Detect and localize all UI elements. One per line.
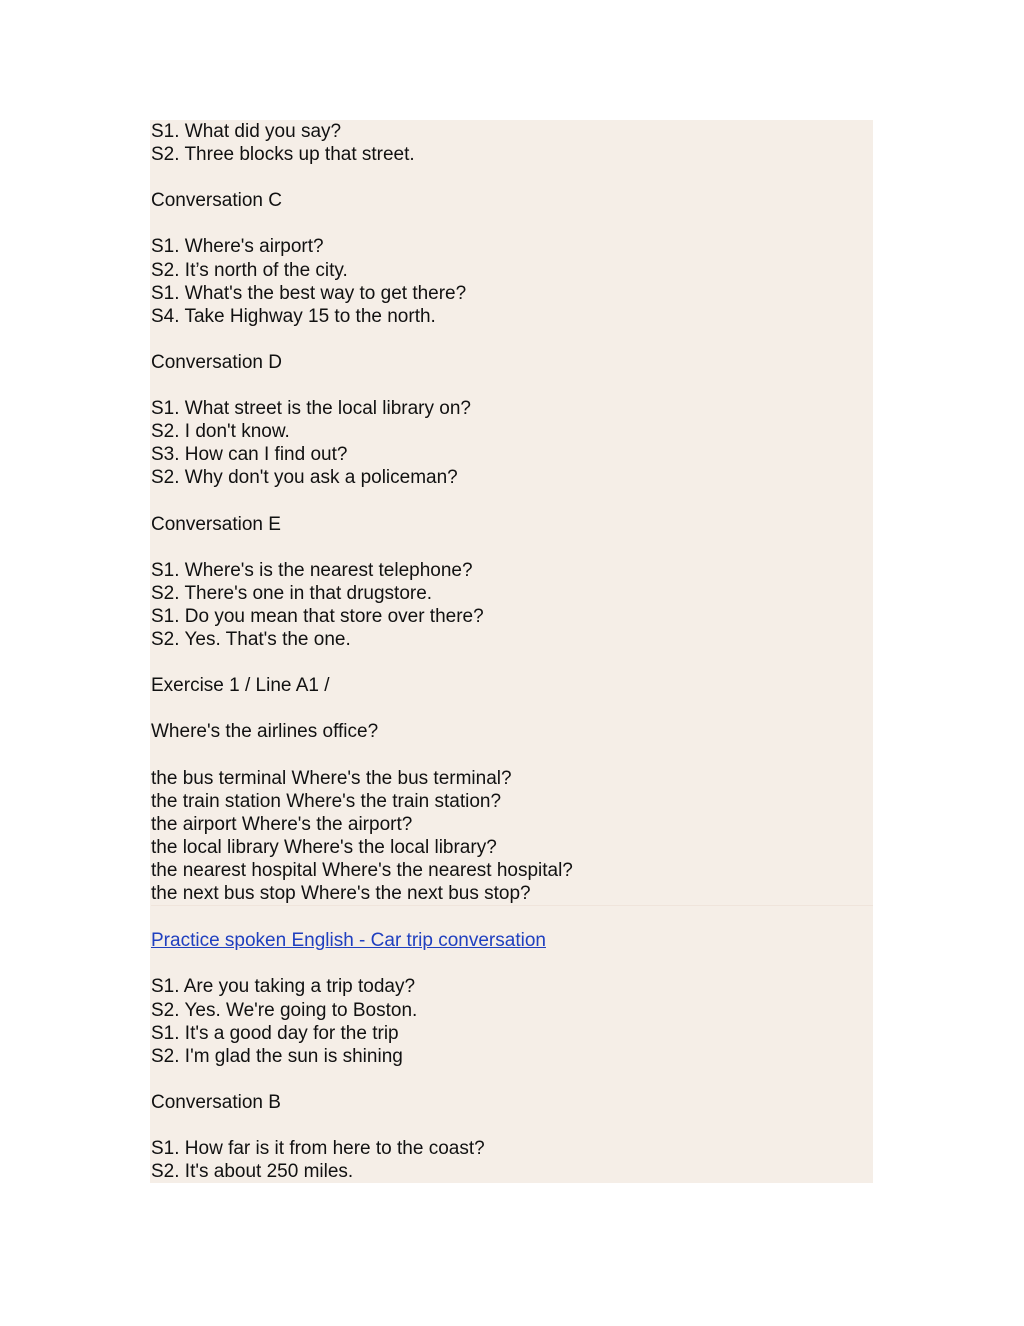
dialogue-line: S1. Where's airport?: [151, 236, 324, 258]
conversation-c-heading: Conversation C: [151, 190, 282, 212]
blank-line: [151, 374, 873, 397]
dialogue-line: S1. What street is the local library on?: [151, 398, 471, 420]
blank-line: [151, 490, 873, 513]
car-trip-conversation-link[interactable]: Practice spoken English - Car trip conversation: [151, 930, 546, 952]
dialogue-line: S1. What did you say?: [151, 121, 342, 142]
blank-line: [151, 906, 873, 929]
exercise-line: the airport Where's the airport?: [151, 813, 413, 835]
dialogue-line: S2. Yes. We're going to Boston.: [151, 999, 418, 1021]
exercise-line: the bus terminal Where's the bus terminal?: [151, 767, 512, 789]
dialogue-line: S1. Where's is the nearest telephone?: [151, 559, 473, 581]
exercise-line: the next bus stop Where's the next bus stop?: [151, 883, 531, 905]
dialogue-line: S1. What's the best way to get there?: [151, 282, 467, 304]
blank-line: [151, 166, 873, 189]
blank-line: [151, 697, 873, 720]
dialogue-line: S2. Why don't you ask a policeman?: [151, 467, 458, 489]
exercise-line: the train station Where's the train station?: [151, 790, 502, 812]
dialogue-line: S1. How far is it from here to the coast?: [151, 1138, 485, 1160]
dialogue-line: S2. Yes. That's the one.: [151, 629, 351, 651]
exercise-example: Where's the airlines office?: [151, 721, 379, 743]
exercise-heading: Exercise 1 / Line A1 /: [151, 675, 330, 697]
conversation-e-heading: Conversation E: [151, 513, 281, 535]
dialogue-line: S1. It's a good day for the trip: [151, 1022, 399, 1044]
blank-line: [151, 328, 873, 351]
blank-line: [151, 1114, 873, 1137]
dialogue-line: S4. Take Highway 15 to the north.: [151, 305, 436, 327]
blank-line: [151, 651, 873, 674]
dialogue-line: S2. It's about 250 miles.: [151, 1161, 354, 1183]
exercise-line: the local library Where's the local library?: [151, 836, 497, 858]
car-trip-line: [151, 929, 873, 952]
exercise-line: the nearest hospital Where's the nearest hospital?: [151, 860, 573, 881]
dialogue-line: S1. Do you mean that store over there?: [151, 605, 484, 627]
blank-line: [151, 952, 873, 975]
dialogue-line: S2. I don't know.: [151, 421, 290, 443]
conversation-b-heading: Conversation B: [151, 1091, 281, 1113]
dialogue-line: S3. How can I find out?: [151, 444, 348, 466]
blank-line: [151, 536, 873, 559]
dialogue-line: S2. Three blocks up that street.: [151, 144, 415, 166]
dialogue-line: S2. It’s north of the city.: [151, 259, 348, 281]
conversation-d-heading: Conversation D: [151, 351, 282, 373]
document-content: [150, 120, 873, 1183]
blank-line: [151, 744, 873, 767]
dialogue-line: S1. Are you taking a trip today?: [151, 976, 416, 998]
blank-line: [151, 212, 873, 235]
dialogue-line: S2. There's one in that drugstore.: [151, 582, 433, 604]
blank-line: [151, 1068, 873, 1091]
dialogue-line: S2. I'm glad the sun is shining: [151, 1045, 403, 1067]
